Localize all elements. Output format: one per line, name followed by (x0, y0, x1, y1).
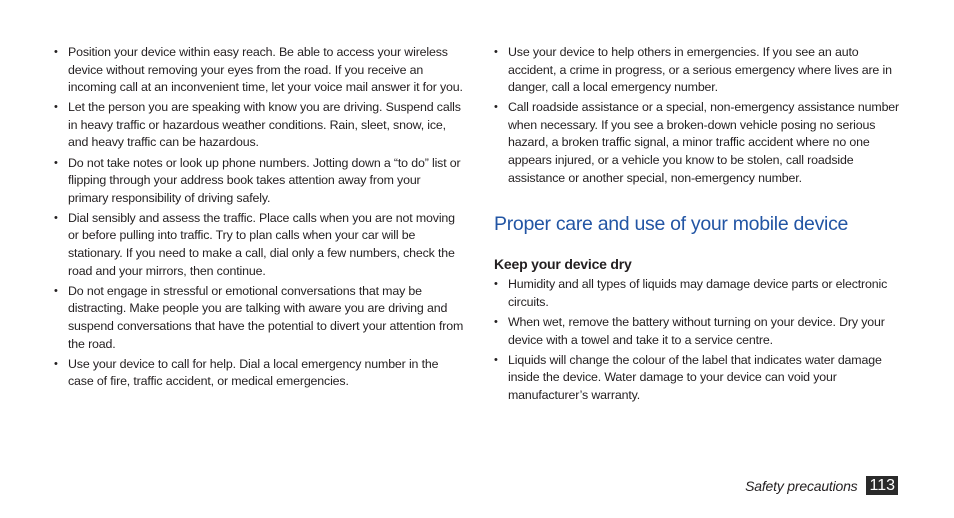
list-item (54, 210, 464, 280)
list-item (494, 276, 904, 311)
left-column (54, 44, 464, 393)
list-item-text: Liquids will change the colour of the label that indicates water damage inside the device. Water damage to your device can void your manufacturer’s warranty. (508, 352, 882, 402)
list-item-text: Use your device to help others in emergencies. If you see an auto accident, a crime in progress, or a serious emergency where lives are in danger, call a local emergency number. (508, 45, 892, 95)
list-item-text: Let the person you are speaking with know you are driving. Suspend calls in heavy traffic or hazardous weather conditions. Rain, sleet, snow, ice, and heavy traffic can be hazardous. (68, 100, 461, 150)
list-item (54, 283, 464, 353)
list-item-text: When wet, remove the battery without turning on your device. Dry your device with a towel and take it to a service centre. (508, 314, 885, 347)
list-item (494, 352, 904, 405)
bullet-icon: • (54, 156, 58, 169)
list-item (54, 356, 464, 391)
bullet-icon: • (54, 46, 58, 58)
list-item-text: Do not engage in stressful or emotional conversations that may be distracting. Make people you are talking with aware you are driving and suspend conversations that have the potential to divert your attention from the road. (68, 283, 464, 351)
list-item (54, 155, 464, 208)
footer-section-label: Safety precautions (745, 477, 858, 494)
bullet-icon: • (54, 211, 58, 224)
list-item (494, 99, 904, 187)
bullet-icon: • (54, 357, 58, 370)
list-item-text: Humidity and all types of liquids may damage device parts or electronic circuits. (508, 277, 888, 309)
bullet-icon: • (494, 101, 498, 114)
keep-dry-list (494, 276, 904, 404)
list-item (54, 44, 464, 97)
list-item (494, 314, 904, 349)
emergency-tips-list (494, 44, 904, 187)
bullet-icon: • (54, 284, 58, 297)
list-item-text: Position your device within easy reach. Be able to access your wireless device without removing your eyes from the road. If you receive an incoming call at an inconvenient time, let your voice mail answer it for you. (68, 45, 463, 95)
bullet-icon: • (494, 278, 498, 291)
page-number: 113 (866, 476, 898, 495)
bullet-icon: • (494, 315, 498, 328)
list-item (54, 99, 464, 152)
driving-tips-list (54, 44, 464, 391)
list-item-text: Use your device to call for help. Dial a local emergency number in the case of fire, traffic accident, or medical emergencies. (68, 356, 439, 389)
list-item (494, 44, 904, 97)
section-title: Proper care and use of your mobile device (494, 213, 849, 236)
subsection-title: Keep your device dry (494, 256, 632, 273)
list-item-text: Call roadside assistance or a special, non-emergency assistance number when necessary. If you see a broken-down vehicle posing no serious hazard, a broken traffic signal, a minor traffic accident where no one appears injured, or a vehicle you know to be stolen, call roadside assistance or another special, non-emergency number. (508, 100, 900, 185)
bullet-icon: • (494, 46, 498, 58)
bullet-icon: • (54, 101, 58, 114)
list-item-text: Dial sensibly and assess the traffic. Place calls when you are not moving or before pulling into traffic. Try to plan calls when your car will be stationary. If you need to make a call, dial only a few numbers, check the road and your mirrors, then continue. (68, 210, 455, 278)
list-item-text: Do not take notes or look up phone numbers. Jotting down a “to do” list or flipping through your address book takes attention away from your primary responsibility of driving safely. (68, 155, 461, 205)
right-column (494, 44, 904, 407)
page-footer (745, 476, 898, 495)
bullet-icon: • (494, 353, 498, 366)
